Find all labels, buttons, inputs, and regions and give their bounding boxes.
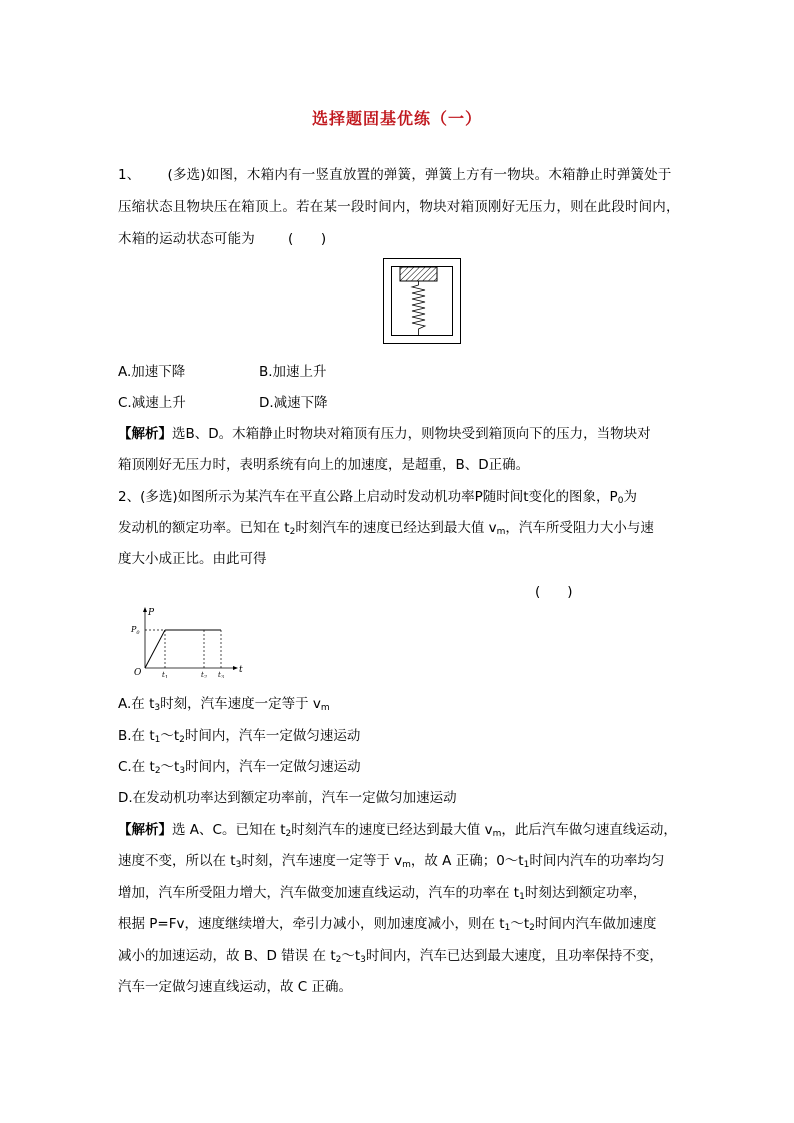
- q2-option-c-text-1: C.在 t: [118, 759, 155, 775]
- q2-an2-b: 时刻，汽车速度一定等于 v: [241, 853, 403, 869]
- t-axis-label: t: [239, 665, 243, 675]
- p0-label: $P_0$: [131, 625, 140, 636]
- box-spring-figure: [383, 258, 461, 344]
- q2-an2-s2: m: [402, 860, 411, 870]
- q1-option-d: D.减速下降: [259, 395, 328, 411]
- q2-an1-s1: 2: [285, 829, 292, 839]
- q2-option-a-text-1: A.在 t: [118, 696, 155, 712]
- q2-text-2a: 发动机的额定功率。已知在 t: [118, 520, 290, 536]
- q2-option-b-sub-1: 1: [154, 735, 161, 745]
- q2-an4-s2: 2: [529, 923, 535, 933]
- q2-text-1a: 2、(多选)如图所示为某汽车在平直公路上启动时发动机功率P随时间t变化的图象，P: [118, 489, 618, 505]
- q1-line-2: 压缩状态且物块压在箱顶上。若在某一段时间内，物块对箱顶刚好无压力，则在此段时间内，: [118, 199, 680, 215]
- q2-an2-s3: 1: [523, 860, 530, 870]
- q2-an4-b: ～t: [510, 916, 530, 932]
- q2-an2-c: ，故 A 正确；0～t: [410, 853, 524, 869]
- q2-option-a: [118, 694, 678, 718]
- q2-text-2b: 时刻汽车的速度已经达到最大值 v: [295, 520, 497, 536]
- q1-text-1: (多选)如图，木箱内有一竖直放置的弹簧，弹簧上方有一物块。木箱静止时弹簧处于: [167, 167, 672, 183]
- q2-text-2-sub1: 2: [289, 527, 296, 537]
- q1-analysis-label: 【解析】: [118, 426, 172, 442]
- q2-an3-a: 增加，汽车所受阻力增大，汽车做变加速直线运动，汽车的功率在 t: [118, 885, 520, 901]
- q2-text-2-sub2: m: [496, 527, 506, 537]
- block: [400, 267, 437, 281]
- q2-an1-s2: m: [492, 829, 502, 839]
- q2-an1-c: ，此后汽车做匀速直线运动，: [501, 822, 677, 838]
- t-axis-arrow: [233, 666, 238, 670]
- q1-line-1: [118, 165, 678, 185]
- q2-analysis-line-6: 汽车一定做匀速直线运动，故 C 正确。: [118, 979, 353, 995]
- q2-analysis-line-4: [118, 914, 678, 938]
- spring: [412, 281, 425, 335]
- q2-line-3: 度大小成正比。由此可得: [118, 551, 267, 567]
- q2-an1-b: 时刻汽车的速度已经达到最大值 v: [291, 822, 493, 838]
- q2-option-c: [118, 757, 678, 781]
- origin-label: O: [134, 668, 142, 678]
- t2-label: $t_2$: [201, 671, 208, 678]
- q2-option-b-text-3: 时间内，汽车一定做匀速运动: [184, 728, 361, 744]
- q2-option-b-sub-2: 2: [179, 735, 185, 745]
- q2-text-1b: 为: [623, 489, 637, 505]
- q2-option-b-text-1: B.在 t: [118, 728, 155, 744]
- q2-an5-b: ～t: [341, 948, 361, 964]
- q2-an4-s1: 1: [504, 923, 511, 933]
- q2-analysis-line-1: [118, 820, 678, 844]
- q2-option-a-sub-1: 3: [154, 703, 161, 713]
- q2-line-1: [118, 487, 678, 511]
- t1-label: $t_1$: [162, 671, 169, 678]
- q2-text-2c: ，汽车所受阻力大小与速: [505, 520, 654, 536]
- q2-analysis-line-5: [118, 946, 678, 970]
- q2-an5-a: 减小的加速运动，故 B、D 错误 在 t: [118, 948, 336, 964]
- q1-answer-paren: ( ): [288, 231, 327, 247]
- q1-number: 1、: [118, 167, 141, 183]
- q2-analysis-line-3: [118, 883, 678, 907]
- q2-answer-paren: ( ): [535, 584, 573, 600]
- q1-analysis-line-2: 箱顶刚好无压力时，表明系统有向上的加速度，是超重，B、D正确。: [118, 457, 530, 473]
- q2-an3-s1: 1: [519, 892, 525, 902]
- t3-label: $t_3$: [218, 671, 225, 678]
- q2-option-c-sub-2: 3: [179, 766, 186, 776]
- p-axis-arrow: [143, 607, 147, 612]
- q2-an4-a: 根据 P=Fv，速度继续增大，牵引力减小，则加速度减小，则在 t: [118, 916, 505, 932]
- q2-option-b: [118, 726, 678, 750]
- q2-an5-s2: 3: [360, 955, 366, 965]
- p-axis-label: P: [148, 608, 155, 618]
- q2-line-2: [118, 518, 678, 542]
- q1-text-3: 木箱的运动状态可能为: [118, 231, 255, 247]
- q1-option-a: A.加速下降: [118, 364, 186, 380]
- q1-analysis-text-1: 选B、D。木箱静止时物块对箱顶有压力，则物块受到箱顶向下的压力，当物块对: [172, 426, 651, 442]
- q2-analysis-label: 【解析】: [118, 822, 172, 838]
- page-title: 选择题固基优练（一）: [311, 109, 482, 128]
- q1-analysis-line-1: [118, 424, 678, 444]
- q2-option-c-sub-1: 2: [154, 766, 161, 776]
- q2-option-a-text-2: 时刻，汽车速度一定等于 v: [160, 696, 321, 712]
- q2-an4-c: 时间内汽车做加速度: [534, 916, 657, 932]
- q1-option-b: B.加速上升: [259, 364, 327, 380]
- q2-an1-a: 选 A、C。已知在 t: [172, 822, 286, 838]
- q2-option-c-text-3: 时间内，汽车一定做匀速运动: [185, 759, 361, 775]
- q2-an2-s1: 3: [235, 860, 242, 870]
- power-time-graph: [130, 606, 250, 678]
- q2-analysis-line-2: [118, 851, 678, 875]
- q2-an5-c: 时间内，汽车已达到最大速度，且功率保持不变，: [365, 948, 663, 964]
- q2-an5-s1: 2: [335, 955, 342, 965]
- q2-an3-b: 时刻达到额定功率，: [524, 885, 647, 901]
- q1-option-c: C.减速上升: [118, 395, 186, 411]
- q2-option-b-text-2: ～t: [160, 728, 180, 744]
- q2-option-d: D.在发动机功率达到额定功率前，汽车一定做匀加速运动: [118, 790, 457, 806]
- q2-text-1-sub: 0: [617, 496, 624, 506]
- q1-line-3: [118, 229, 678, 249]
- q2-an2-d: 时间内汽车的功率均匀: [529, 853, 665, 869]
- q2-option-c-text-2: ～t: [160, 759, 180, 775]
- q2-an2-a: 速度不变，所以在 t: [118, 853, 236, 869]
- power-rise-line: [145, 630, 165, 668]
- q2-option-a-sub-2: m: [320, 703, 330, 713]
